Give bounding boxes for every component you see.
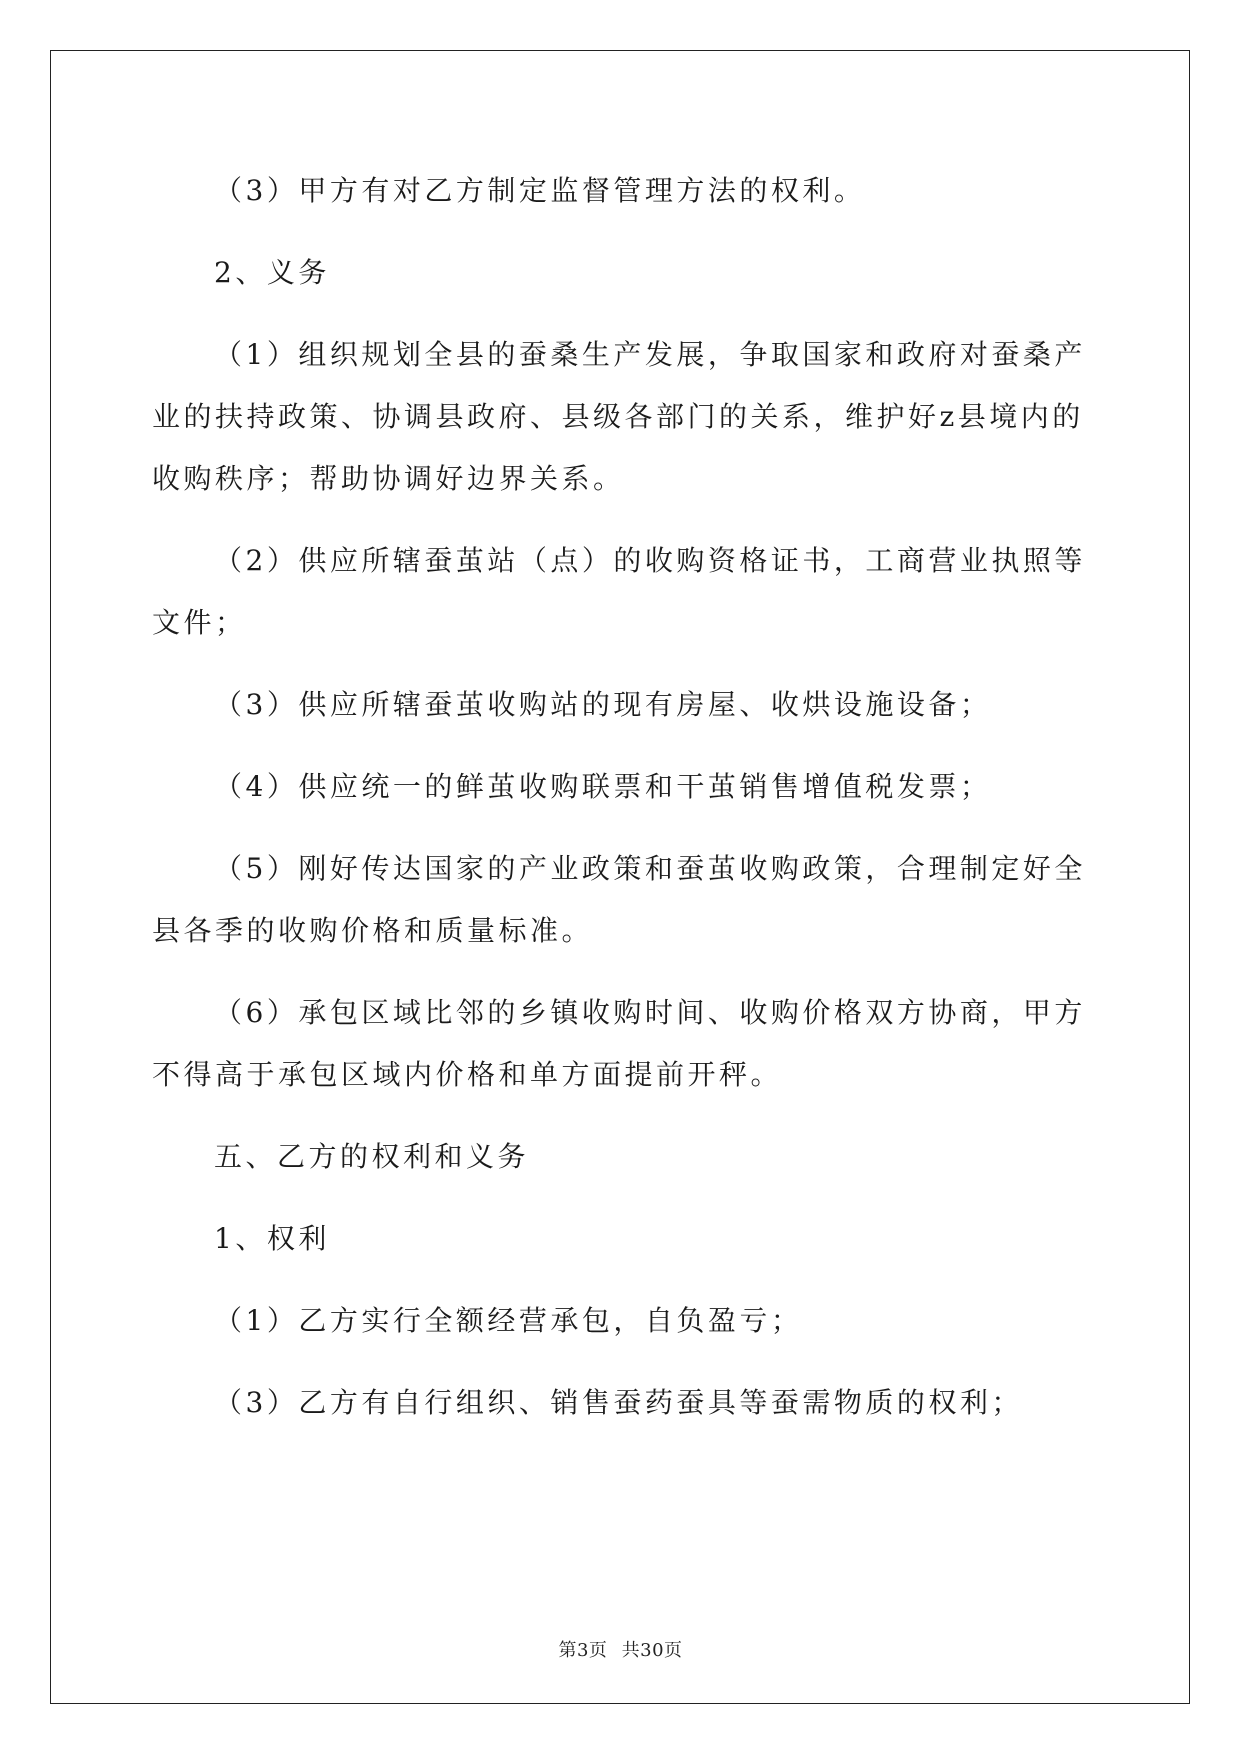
- page-total: 共30页: [621, 1640, 683, 1661]
- paragraph: （3）乙方有自行组织、销售蚕药蚕具等蚕需物质的权利；: [214, 1386, 1023, 1419]
- paragraph: （3）供应所辖蚕茧收购站的现有房屋、收烘设施设备；: [214, 688, 992, 721]
- paragraph: （3）甲方有对乙方制定监督管理方法的权利。: [214, 174, 866, 207]
- section-heading: 1、权利: [214, 1222, 330, 1255]
- paragraph: （1）组织规划全县的蚕桑生产发展，争取国家和政府对蚕桑产业的扶持政策、协调县政府、县级各部门的关系，维护好z县境内的收购秩序；帮助协调好边界关系。: [152, 338, 1086, 495]
- document-body: [152, 160, 1092, 1454]
- paragraph: （5）刚好传达国家的产业政策和蚕茧收购政策，合理制定好全县各季的收购价格和质量标准。: [152, 852, 1086, 947]
- paragraph: （1）乙方实行全额经营承包，自负盈亏；: [214, 1304, 803, 1337]
- section-heading: 五、乙方的权利和义务: [214, 1140, 530, 1173]
- page-number: 第3页: [558, 1640, 608, 1661]
- paragraph: （2）供应所辖蚕茧站（点）的收购资格证书，工商营业执照等文件；: [152, 544, 1086, 639]
- paragraph: （6）承包区域比邻的乡镇收购时间、收购价格双方协商，甲方不得高于承包区域内价格和单方面提前开秤。: [152, 996, 1086, 1091]
- section-heading: 2、义务: [214, 256, 330, 289]
- page-footer: [0, 1636, 1241, 1662]
- paragraph: （4）供应统一的鲜茧收购联票和干茧销售增值税发票；: [214, 770, 992, 803]
